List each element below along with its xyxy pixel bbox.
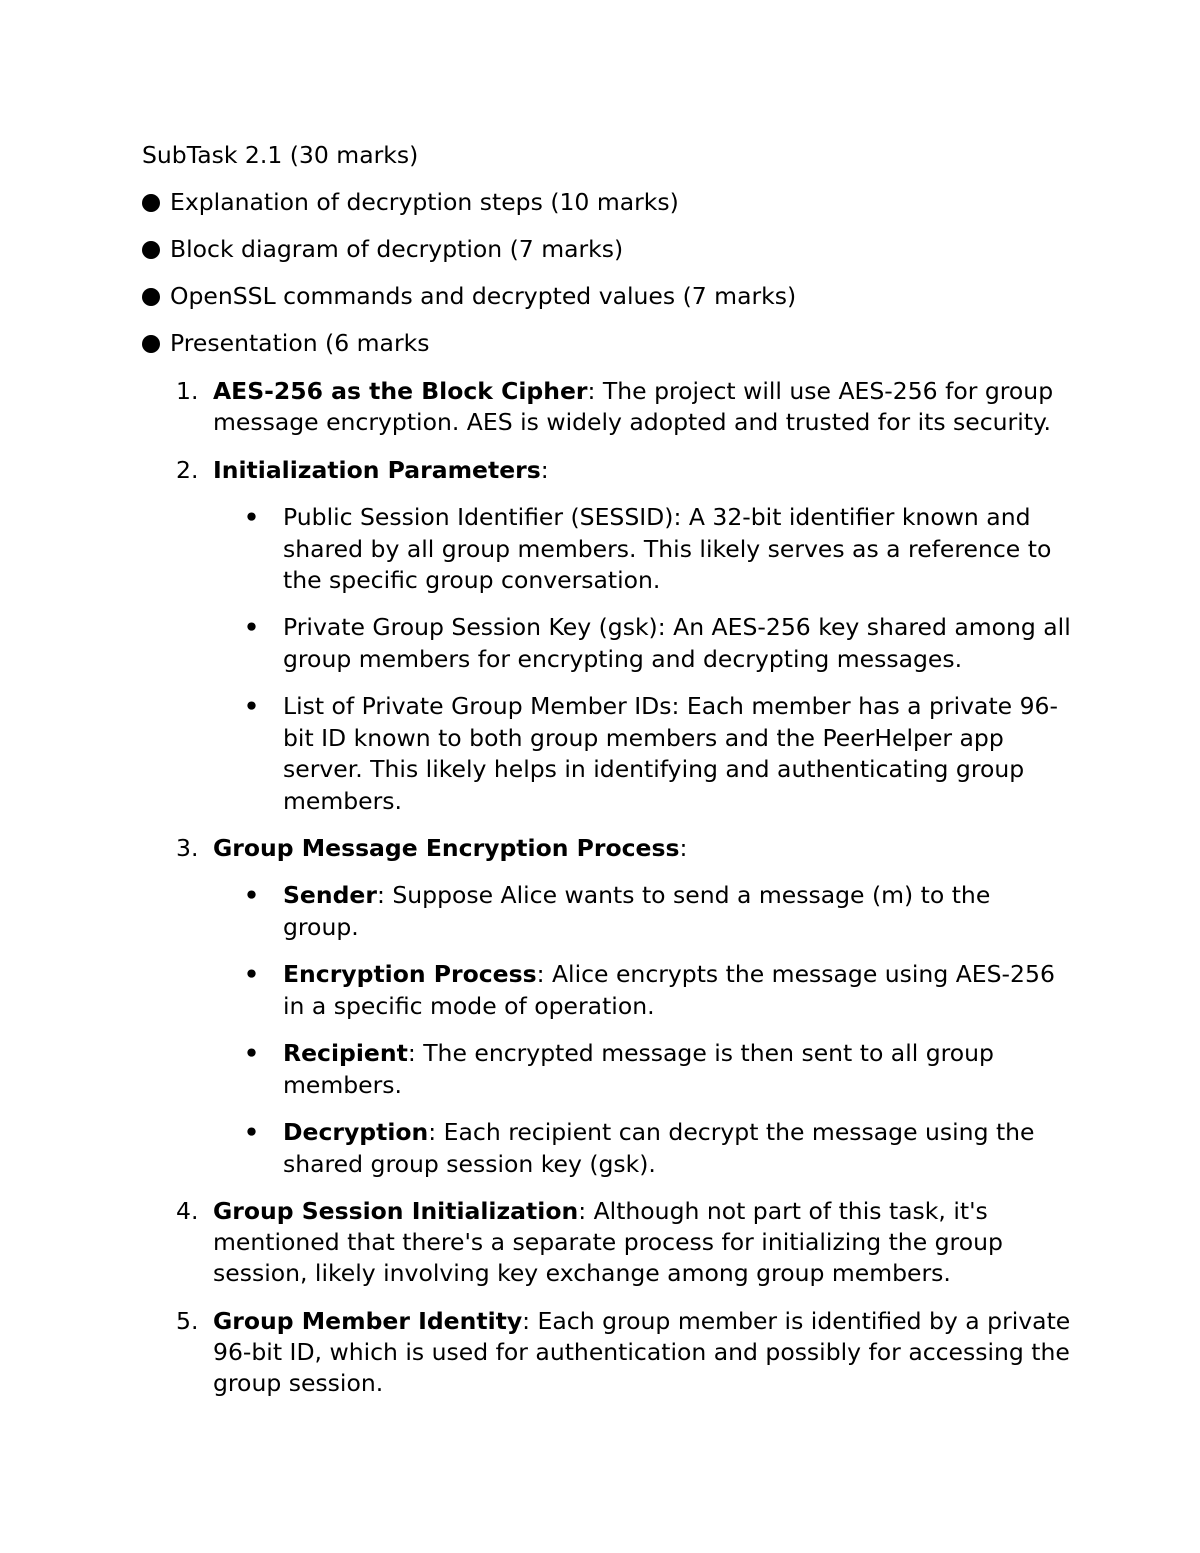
sub-bullet-text: Public Session Identifier (SESSID): A 32-bit identifier known and shared by all group members. This likely serves as a reference to the specific group conversation. <box>283 503 1052 594</box>
bullet-desc: : Suppose Alice wants to send a message (m) to the group. <box>283 881 991 941</box>
item-body: : <box>679 834 688 862</box>
filled-circle-bullet-icon <box>142 335 160 353</box>
rubric-item <box>142 187 679 218</box>
item-text <box>213 455 1073 486</box>
bullet-icon: • <box>244 1039 260 1067</box>
item-text <box>213 376 1073 438</box>
item-number: 4. <box>176 1197 199 1225</box>
sub-bullet-item <box>244 1038 1074 1101</box>
bullet-icon: • <box>244 881 260 909</box>
sub-bullet-text <box>283 880 1073 943</box>
filled-circle-bullet-icon <box>142 288 160 306</box>
sub-bullet-text: Private Group Session Key (gsk): An AES-256 key shared among all group members for encrypting and decrypting messages. <box>283 613 1071 673</box>
item-text <box>213 833 1073 864</box>
item-text <box>213 1306 1073 1399</box>
rubric-text: Explanation of decryption steps (10 marks) <box>170 188 679 216</box>
bullet-icon: • <box>244 1118 260 1146</box>
rubric-text: Block diagram of decryption (7 marks) <box>170 235 624 263</box>
item-body: : The project will use AES-256 for group message encryption. AES is widely adopted and trusted for its security. <box>213 377 1054 436</box>
item-body: : Although not part of this task, it's mentioned that there's a separate process for initializing the group session, likely involving key exchange among group members. <box>213 1197 1003 1287</box>
item-heading: Group Session Initialization <box>213 1197 579 1225</box>
item-body: : <box>540 456 549 484</box>
bullet-desc: : Alice encrypts the message using AES-256 in a specific mode of operation. <box>283 960 1055 1020</box>
filled-circle-bullet-icon <box>142 241 160 259</box>
item-number: 2. <box>176 456 199 484</box>
sub-bullet-item <box>244 959 1074 1022</box>
sub-bullet-item <box>244 502 1074 597</box>
bullet-icon: • <box>244 613 260 641</box>
rubric-item <box>142 281 796 312</box>
numbered-item <box>176 1196 1076 1289</box>
item-number: 5. <box>176 1307 199 1335</box>
item-heading: AES-256 as the Block Cipher <box>213 377 588 405</box>
numbered-item <box>176 376 1076 438</box>
bullet-term: Encryption Process <box>283 960 537 988</box>
sub-bullet-text: List of Private Group Member IDs: Each member has a private 96-bit ID known to both group members and the PeerHelper app server. This likely helps in identifying and authenticating group members. <box>283 692 1058 815</box>
item-heading: Initialization Parameters <box>213 456 541 484</box>
item-body: : Each group member is identified by a private 96-bit ID, which is used for authentication and possibly for accessing the group session. <box>213 1307 1071 1397</box>
bullet-term: Recipient <box>283 1039 408 1067</box>
bullet-icon: • <box>244 503 260 531</box>
filled-circle-bullet-icon <box>142 194 160 212</box>
sub-bullet-item <box>244 1117 1074 1180</box>
bullet-icon: • <box>244 960 260 988</box>
rubric-text: OpenSSL commands and decrypted values (7 marks) <box>170 282 797 310</box>
item-number: 3. <box>176 834 199 862</box>
numbered-item <box>176 1306 1076 1399</box>
item-heading: Group Message Encryption Process <box>213 834 680 862</box>
item-number: 1. <box>176 377 199 405</box>
sub-bullet-text <box>283 1038 1073 1101</box>
item-heading: Group Member Identity <box>213 1307 523 1335</box>
item-text <box>213 1196 1073 1289</box>
bullet-desc: : The encrypted message is then sent to all group members. <box>283 1039 994 1099</box>
rubric-text: Presentation (6 marks <box>170 329 430 357</box>
sub-bullet-item <box>244 612 1074 675</box>
sub-bullet-item <box>244 880 1074 943</box>
bullet-term: Sender <box>283 881 377 909</box>
bullet-icon: • <box>244 692 260 720</box>
sub-bullet-item <box>244 691 1074 817</box>
rubric-item <box>142 328 429 359</box>
sub-bullet-text <box>283 959 1073 1022</box>
page-title: SubTask 2.1 (30 marks) <box>142 141 419 169</box>
bullet-desc: : Each recipient can decrypt the message using the shared group session key (gsk). <box>283 1118 1035 1178</box>
bullet-term: Decryption <box>283 1118 429 1146</box>
sub-bullet-text <box>283 1117 1073 1180</box>
rubric-item <box>142 234 623 265</box>
numbered-item <box>176 455 1076 486</box>
numbered-item <box>176 833 1076 864</box>
